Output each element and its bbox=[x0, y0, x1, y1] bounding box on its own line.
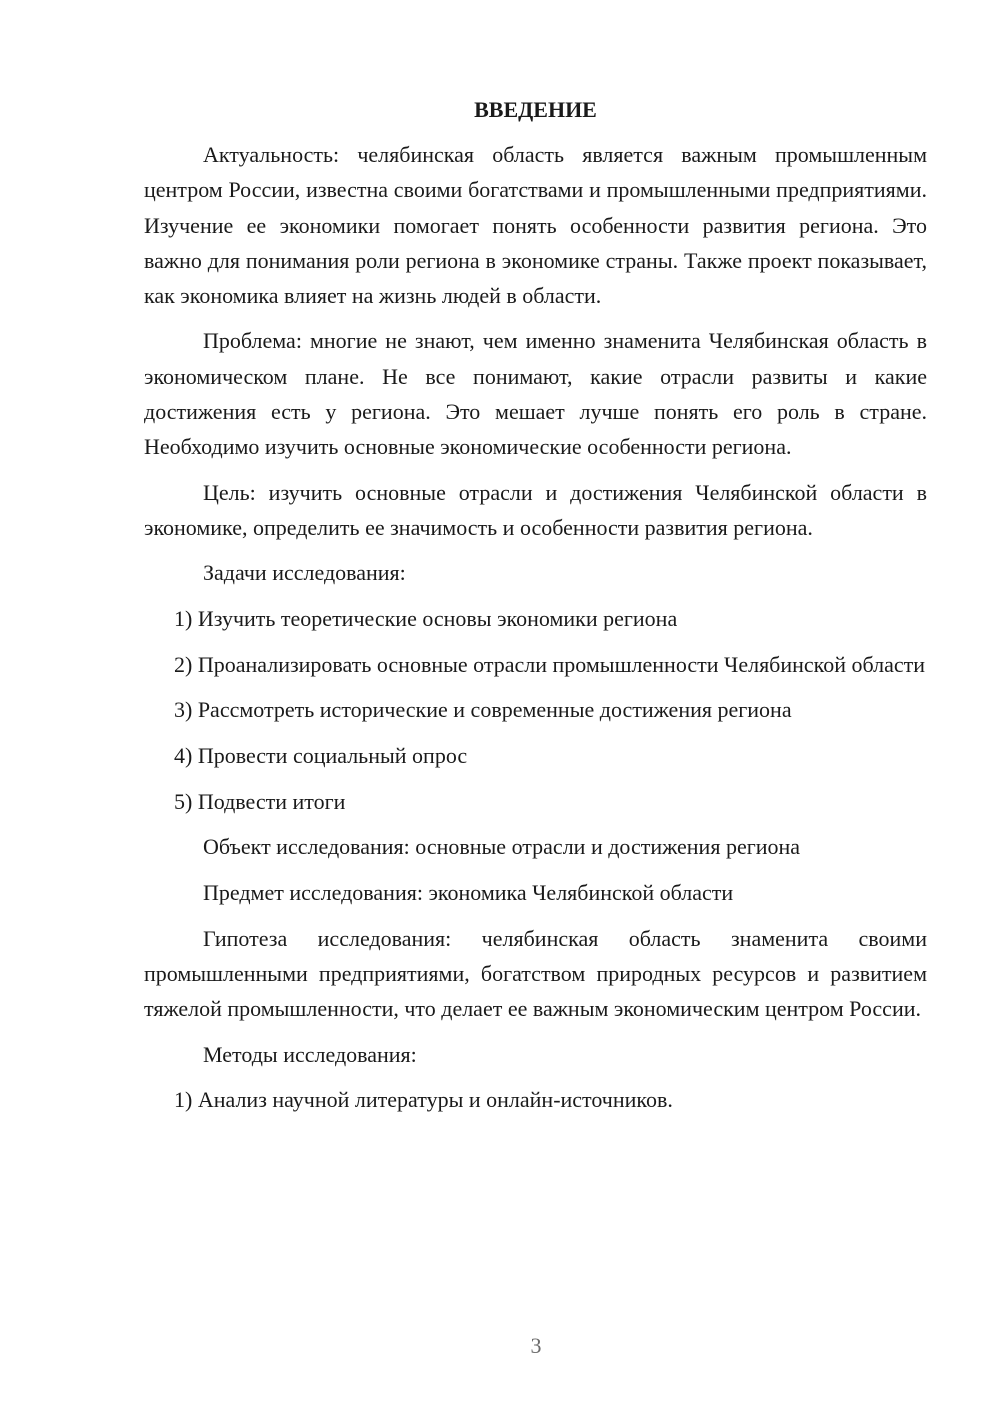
document-page bbox=[144, 95, 927, 1128]
hypothesis-paragraph: Гипотеза исследования: челябинская область знаменита своими промышленными предприятиями, богатством природных ресурсов и развитием тяжелой промышленности, что делает ее важным экономическим центром России. bbox=[144, 925, 927, 1022]
method-item-1: 1) Анализ научной литературы и онлайн-источников. bbox=[174, 1087, 673, 1113]
task-item-3: 3) Рассмотреть исторические и современные достижения региона bbox=[174, 697, 792, 723]
methods-heading: Методы исследования: bbox=[203, 1041, 417, 1067]
section-heading: ВВЕДЕНИЕ bbox=[474, 97, 597, 122]
page-number: 3 bbox=[530, 1333, 542, 1358]
task-item-4: 4) Провести социальный опрос bbox=[174, 743, 468, 769]
problem-paragraph: Проблема: многие не знают, чем именно знаменита Челябинская область в экономическом плане. Не все понимают, какие отрасли развиты и какие достижения есть у региона. Это мешает лучше понять его роль в стране. Необходимо изучить основные экономические особенности региона. bbox=[144, 328, 927, 460]
relevance-paragraph: Актуальность: челябинская область является важным промышленным центром России, известна своими богатствами и промышленными предприятиями. Изучение ее экономики помогает понять особенности развития региона. Это важно для понимания роли региона в экономике страны. Также проект показывает, как экономика влияет на жизнь людей в области. bbox=[144, 142, 927, 309]
task-item-5: 5) Подвести итоги bbox=[174, 788, 346, 814]
task-item-1: 1) Изучить теоретические основы экономики региона bbox=[174, 605, 678, 631]
tasks-heading: Задачи исследования: bbox=[203, 560, 406, 586]
goal-paragraph: Цель: изучить основные отрасли и достижения Челябинской области в экономике, определить ее значимость и особенности развития региона. bbox=[144, 479, 927, 540]
subject-paragraph: Предмет исследования: экономика Челябинской области bbox=[203, 880, 734, 906]
task-item-2: 2) Проанализировать основные отрасли промышленности Челябинской области bbox=[174, 651, 926, 677]
object-paragraph: Объект исследования: основные отрасли и достижения региона bbox=[203, 834, 801, 860]
